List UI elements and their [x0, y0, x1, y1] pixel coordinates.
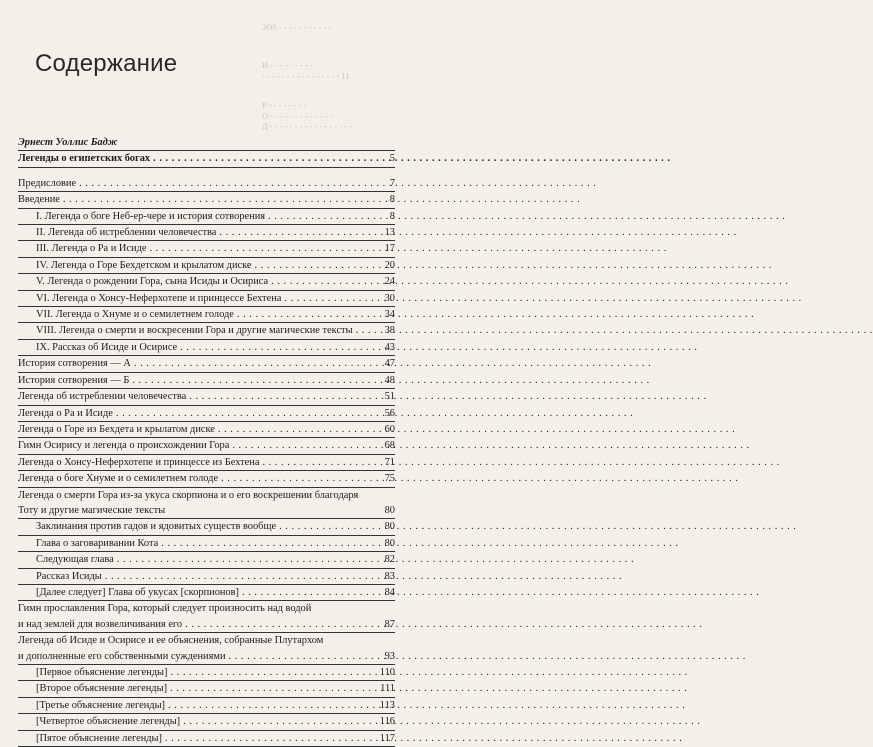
page-number: 43: [384, 341, 395, 353]
toc-entry[interactable]: [18, 258, 395, 274]
toc-entry[interactable]: [18, 291, 395, 307]
toc-entry[interactable]: [18, 176, 395, 192]
page-number: 60: [384, 423, 395, 435]
page-number: 83: [384, 570, 395, 582]
entry-title: Заклинания против гадов и ядовитых существ вообще: [36, 521, 277, 533]
entry-title: Предисловие: [18, 177, 77, 189]
toc-entry[interactable]: [18, 633, 395, 665]
toc-entry[interactable]: [18, 323, 395, 339]
toc-entry[interactable]: [18, 698, 395, 714]
leader-dots: [79, 176, 387, 191]
leader-dots: [153, 151, 387, 166]
leader-dots: [149, 241, 381, 256]
book-title: Легенды о египетских богах: [18, 153, 151, 165]
entry-title: История сотворения — А: [18, 358, 131, 370]
leader-dots: [262, 455, 381, 470]
page-number: 51: [384, 391, 395, 403]
entry-title: Глава о заговаривании Кота: [36, 537, 159, 549]
entry-title: [Первое объяснение легенды]: [36, 667, 168, 678]
entry-title: VIII. Легенда о смерти и воскресении Гора и другие магические тексты: [36, 325, 353, 337]
toc-entry[interactable]: [18, 307, 395, 323]
bleed-through-text: И - - - - - - - - - - - - - - - - - - - - - - - - - 11: [262, 60, 350, 81]
toc-entry[interactable]: [18, 569, 395, 585]
table-of-contents: [18, 135, 395, 747]
entry-title: Следующая глава: [36, 554, 114, 566]
entry-title: Рассказ Исиды: [36, 570, 102, 582]
page-number: 80: [384, 537, 395, 549]
page-number: 30: [384, 292, 395, 304]
book-entry[interactable]: [18, 151, 395, 167]
toc-entry[interactable]: [18, 714, 395, 730]
toc-entry[interactable]: [18, 601, 395, 633]
entry-title: История сотворения — Б: [18, 374, 130, 386]
page-number: 8: [389, 210, 395, 222]
toc-entry[interactable]: [18, 519, 395, 535]
entry-title: Легенда о Горе из Бехдета и крылатом диске: [18, 423, 215, 435]
page-number: 111: [380, 683, 395, 695]
leader-dots: [132, 373, 381, 388]
toc-entry[interactable]: [18, 389, 395, 405]
page-number: 13: [384, 227, 395, 239]
leader-dots: [105, 569, 382, 584]
entry-title: [Четвертое объяснение легенды]: [36, 716, 181, 728]
toc-entry[interactable]: [18, 552, 395, 568]
toc-entry[interactable]: [18, 488, 395, 520]
toc-entry[interactable]: [18, 274, 395, 290]
page-number: 20: [384, 259, 395, 271]
leader-dots: [117, 552, 382, 567]
leader-dots: [229, 649, 382, 664]
page-number: 80: [384, 504, 395, 516]
entry-title: IV. Легенда о Горе Бехдетском и крылатом диске: [36, 259, 252, 271]
leader-dots: [268, 209, 387, 224]
entry-title: [Второе объяснение легенды]: [36, 683, 168, 695]
page-number: 113: [379, 699, 395, 711]
toc-entry[interactable]: [18, 438, 395, 454]
bleed-through-text: Р - - - - - - - - О - - - - - - - - - - - - - Д - - - - - - - - - - - - - - - - -: [262, 100, 353, 132]
page-number: 117: [379, 732, 395, 744]
page-number: 116: [379, 716, 395, 728]
leader-dots: [255, 258, 382, 273]
toc-entry[interactable]: [18, 340, 395, 356]
entry-title: [Далее следует] Глава об укусах [скорпионов]: [36, 586, 240, 598]
leader-dots: [180, 340, 381, 355]
toc-entry[interactable]: [18, 225, 395, 241]
leader-dots: [185, 617, 381, 632]
toc-entry[interactable]: [18, 471, 395, 487]
page-number: 68: [384, 440, 395, 452]
page-title: Содержание: [35, 50, 178, 77]
entry-title-line: Легенда о смерти Гора из-за укуса скорпиона и о его воскрешении благодаря: [18, 489, 359, 501]
entry-title: Легенда о боге Хнуме и о семилетнем голоде: [18, 473, 219, 485]
leader-dots: [189, 389, 381, 404]
toc-entry[interactable]: [18, 731, 395, 747]
page-number: 48: [384, 374, 395, 386]
page-number: 34: [384, 309, 395, 321]
page-number: 17: [384, 243, 395, 255]
page-number: 75: [384, 473, 395, 485]
leader-dots: [221, 471, 382, 486]
entry-title: IX. Рассказ об Исиде и Осирисе: [36, 341, 178, 353]
toc-entry[interactable]: [18, 406, 395, 422]
toc-entry[interactable]: [18, 585, 395, 601]
toc-entry[interactable]: [18, 536, 395, 552]
toc-entry[interactable]: [18, 681, 395, 697]
entry-title: III. Легенда о Ра и Исиде: [36, 243, 147, 255]
page-number: 110: [379, 667, 395, 678]
leader-dots: [170, 681, 377, 696]
entry-title: II. Легенда об истреблении человечества: [36, 227, 217, 239]
page-number: 8: [389, 194, 395, 206]
page-number: 47: [384, 358, 395, 370]
entry-title: I. Легенда о боге Неб-ер-чере и история сотворения: [36, 210, 266, 222]
bleed-through-text: ЗОб - - - - - - - - - - -: [262, 22, 332, 32]
entry-title: VI. Легенда о Хонсу-Неферхотепе и принцессе Бехтена: [36, 292, 282, 304]
leader-dots: [242, 585, 382, 600]
entry-title-line: и дополненные его собственными суждениями: [18, 650, 226, 662]
leader-dots: [170, 665, 376, 680]
entry-title: Введение: [18, 194, 60, 206]
leader-dots: [232, 438, 381, 453]
entry-title: Легенда о Ра и Исиде: [18, 407, 113, 419]
page-number: 84: [384, 586, 395, 598]
entry-title-line: Гимн прославления Гора, который следует произносить над водой: [18, 603, 312, 615]
toc-entry[interactable]: [18, 422, 395, 438]
page-number: 80: [384, 521, 395, 533]
toc-entry[interactable]: [18, 665, 395, 681]
page-number: 7: [389, 177, 395, 189]
entry-title: [Пятое объяснение легенды]: [36, 732, 162, 744]
page-number: 87: [384, 618, 395, 630]
leader-dots: [279, 519, 382, 534]
entry-title-line: Тоту и другие магические тексты: [18, 504, 166, 516]
leader-dots: [168, 698, 377, 713]
entry-title-line: Легенда об Исиде и Осирисе и ее объяснения, собранные Плутархом: [18, 635, 324, 647]
page-number: 38: [384, 325, 395, 337]
entry-title: Легенда об истреблении человечества: [18, 391, 187, 403]
toc-entry[interactable]: [18, 209, 395, 225]
author-name: Эрнест Уоллис Бадж: [18, 137, 118, 148]
entry-title: Гимн Осирису и легенда о происхождении Гора: [18, 440, 230, 452]
entry-title: Легенда о Хонсу-Неферхотепе и принцессе из Бехтена: [18, 456, 260, 468]
toc-entry[interactable]: [18, 241, 395, 257]
leader-dots: [237, 307, 382, 322]
entry-title: [Третье объяснение легенды]: [36, 699, 166, 711]
author-heading: [18, 135, 395, 151]
toc-entry[interactable]: [18, 356, 395, 372]
page-number: 71: [384, 456, 395, 468]
toc-entry[interactable]: [18, 373, 395, 389]
leader-dots: [218, 422, 382, 437]
leader-dots: [63, 192, 387, 207]
leader-dots: [284, 291, 381, 306]
page-number: 56: [384, 407, 395, 419]
leader-dots: [116, 406, 382, 421]
toc-entry[interactable]: [18, 192, 395, 208]
leader-dots: [219, 225, 381, 240]
leader-dots: [134, 356, 382, 371]
toc-entry[interactable]: [18, 455, 395, 471]
page-number: 93: [384, 650, 395, 662]
page-number: 24: [384, 276, 395, 288]
entry-title: V. Легенда о рождении Гора, сына Исиды и Осириса: [36, 276, 269, 288]
leader-dots: [271, 274, 381, 289]
page-number: 82: [384, 554, 395, 566]
leader-dots: [183, 714, 377, 729]
entry-title-line: и над землей для возвеличивания его: [18, 618, 183, 630]
leader-dots: [356, 323, 382, 338]
entry-title: VII. Легенда о Хнуме и о семилетнем голоде: [36, 309, 234, 321]
leader-dots: [165, 731, 377, 746]
page-number: 5: [389, 153, 395, 165]
leader-dots: [161, 536, 381, 551]
